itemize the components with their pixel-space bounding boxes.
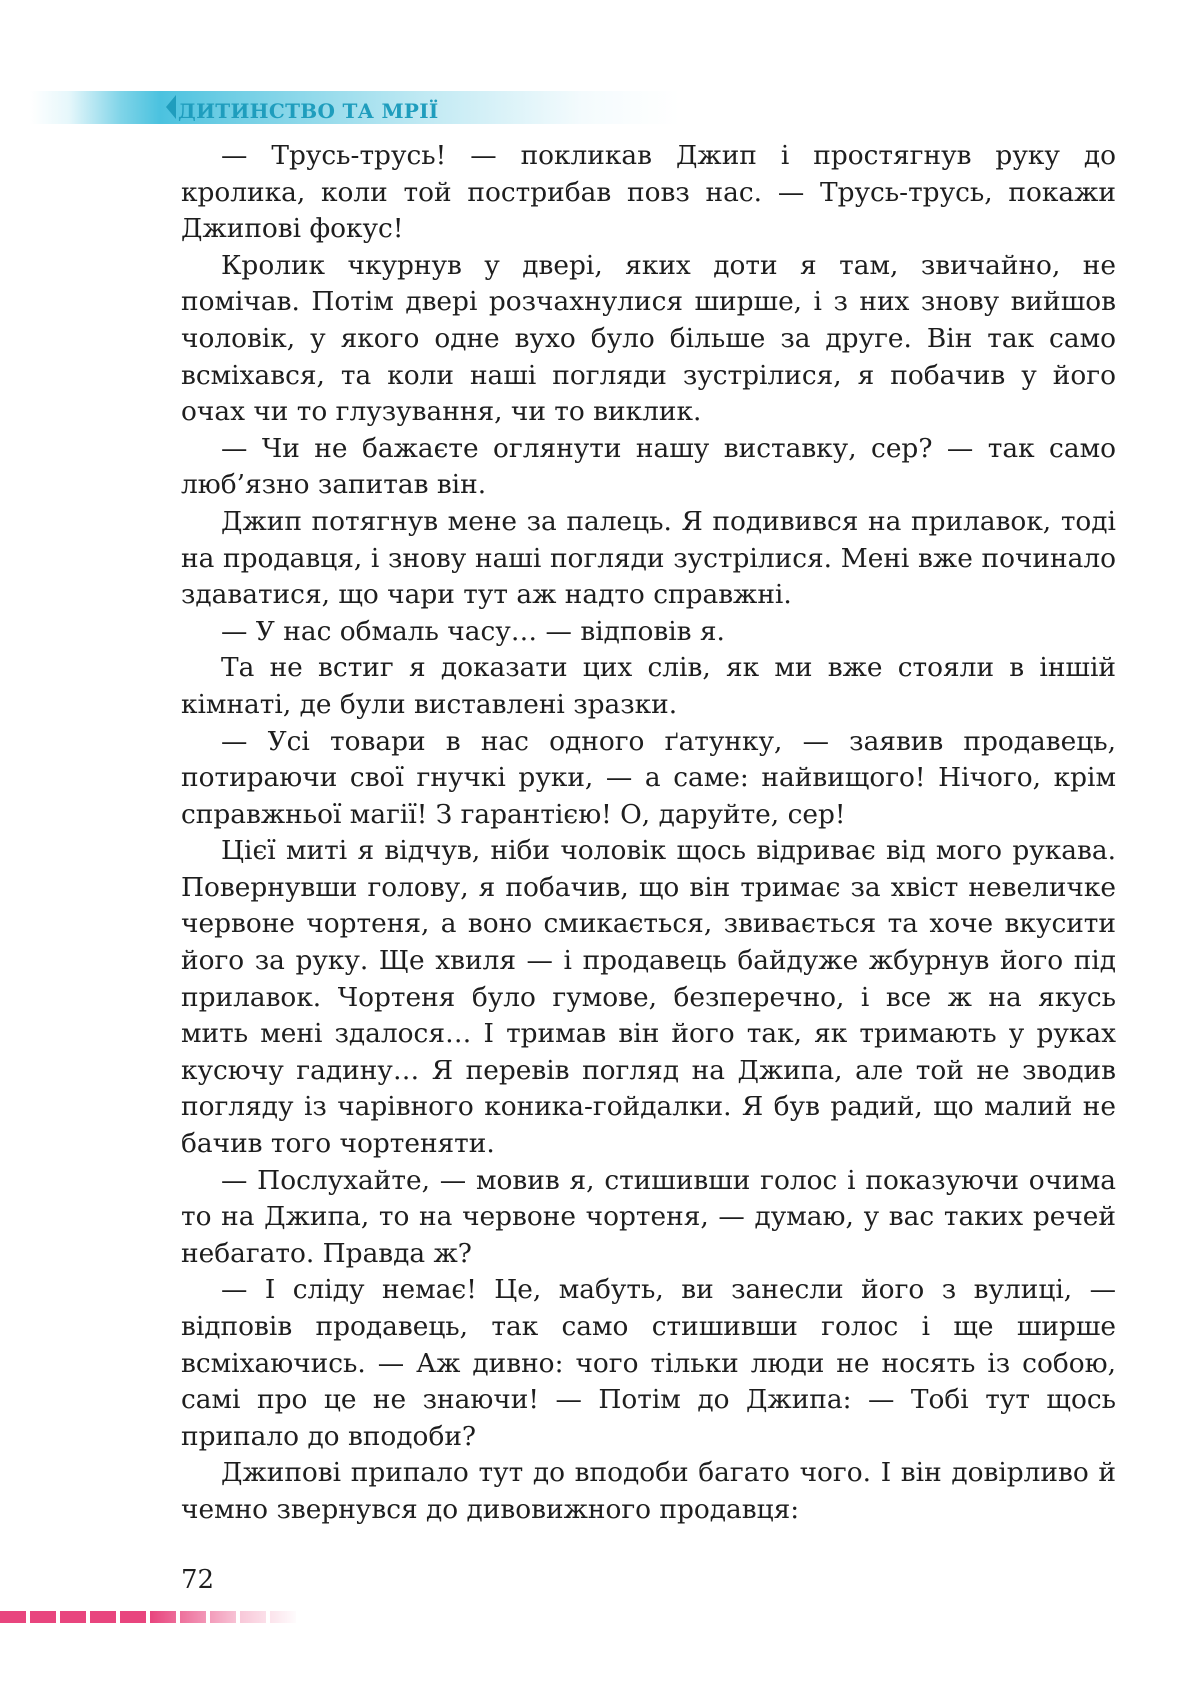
body-text bbox=[181, 138, 1116, 1529]
page-number: 72 bbox=[181, 1565, 215, 1595]
paragraph: Та не встиг я доказати цих слів, як ми вже стояли в іншій кімнаті, де були виставлені зразки. bbox=[181, 652, 1116, 720]
paragraph: Цієї миті я відчув, ніби чоловік щось відриває від мого рукава. Повернувши голову, я побачив, що він тримає за хвіст невеличке червоне чортеня, а воно смикається, звивається та хоче вкусити його за руку. Ще хвиля — і продавець байдуже жбурнув його під прилавок. Чортеня було гумове, безперечно, і все ж на якусь мить мені здалося… І тримав він його так, як тримають у руках кусючу гадину… Я перевів погляд на Джипа, але той не зводив погляду із чарівного коника-гойдалки. Я був радий, що малий не бачив того чортеняти. bbox=[181, 835, 1116, 1160]
paragraph: — Усі товари в нас одного ґатунку, — заявив продавець, потираючи свої гнучкі руки, — а саме: найвищого! Нічого, крім справжньої магії! З гарантією! О, даруйте, сер! bbox=[181, 725, 1116, 830]
paragraph: — У нас обмаль часу… — відповів я. bbox=[221, 615, 725, 647]
paragraph: Кролик чкурнув у двері, яких доти я там, звичайно, не помічав. Потім двері розчахнулися ширше, і з них знову вийшов чоловік, у якого одне вухо було більше за друге. Він так само всміхався, та коли наші погляди зустрілися, я побачив у його очах чи то глузування, чи то виклик. bbox=[181, 249, 1116, 428]
paragraph: — Послухайте, — мовив я, стишивши голос і показуючи очима то на Джипа, то на червоне чортеня, — думаю, у вас таких речей небагато. Правда ж? bbox=[181, 1164, 1116, 1269]
paragraph: — І сліду немає! Це, мабуть, ви занесли його з вулиці, — відповів продавець, так само стишивши голос і ще ширше всміхаючись. — Аж дивно: чого тільки люди не носять із собою, самі про це не знаючи! — Потім до Джипа: — Тобі тут щось припало до вподоби? bbox=[181, 1274, 1116, 1452]
paragraph: — Чи не бажаєте оглянути нашу виставку, сер? — так само люб’язно запитав він. bbox=[181, 432, 1116, 501]
section-title: ДИТИНСТВО ТА МРІЇ bbox=[178, 99, 439, 123]
paragraph: — Трусь-трусь! — покликав Джип і простягнув руку до кролика, коли той пострибав повз нас. — Трусь-трусь, покажи Джипові фокус! bbox=[181, 140, 1116, 245]
paragraph: Джипові припало тут до вподоби багато чого. І він довірливо й чемно звернувся до дивовижного продавця: bbox=[181, 1457, 1116, 1525]
paragraph: Джип потягнув мене за палець. Я подивився на прилавок, тоді на продавця, і знову наші погляди зустрілися. Мені вже починало здаватися, що чари тут аж надто справжні. bbox=[181, 505, 1116, 611]
header-marker-icon bbox=[166, 95, 176, 119]
footer-decoration-fade bbox=[0, 1611, 300, 1623]
